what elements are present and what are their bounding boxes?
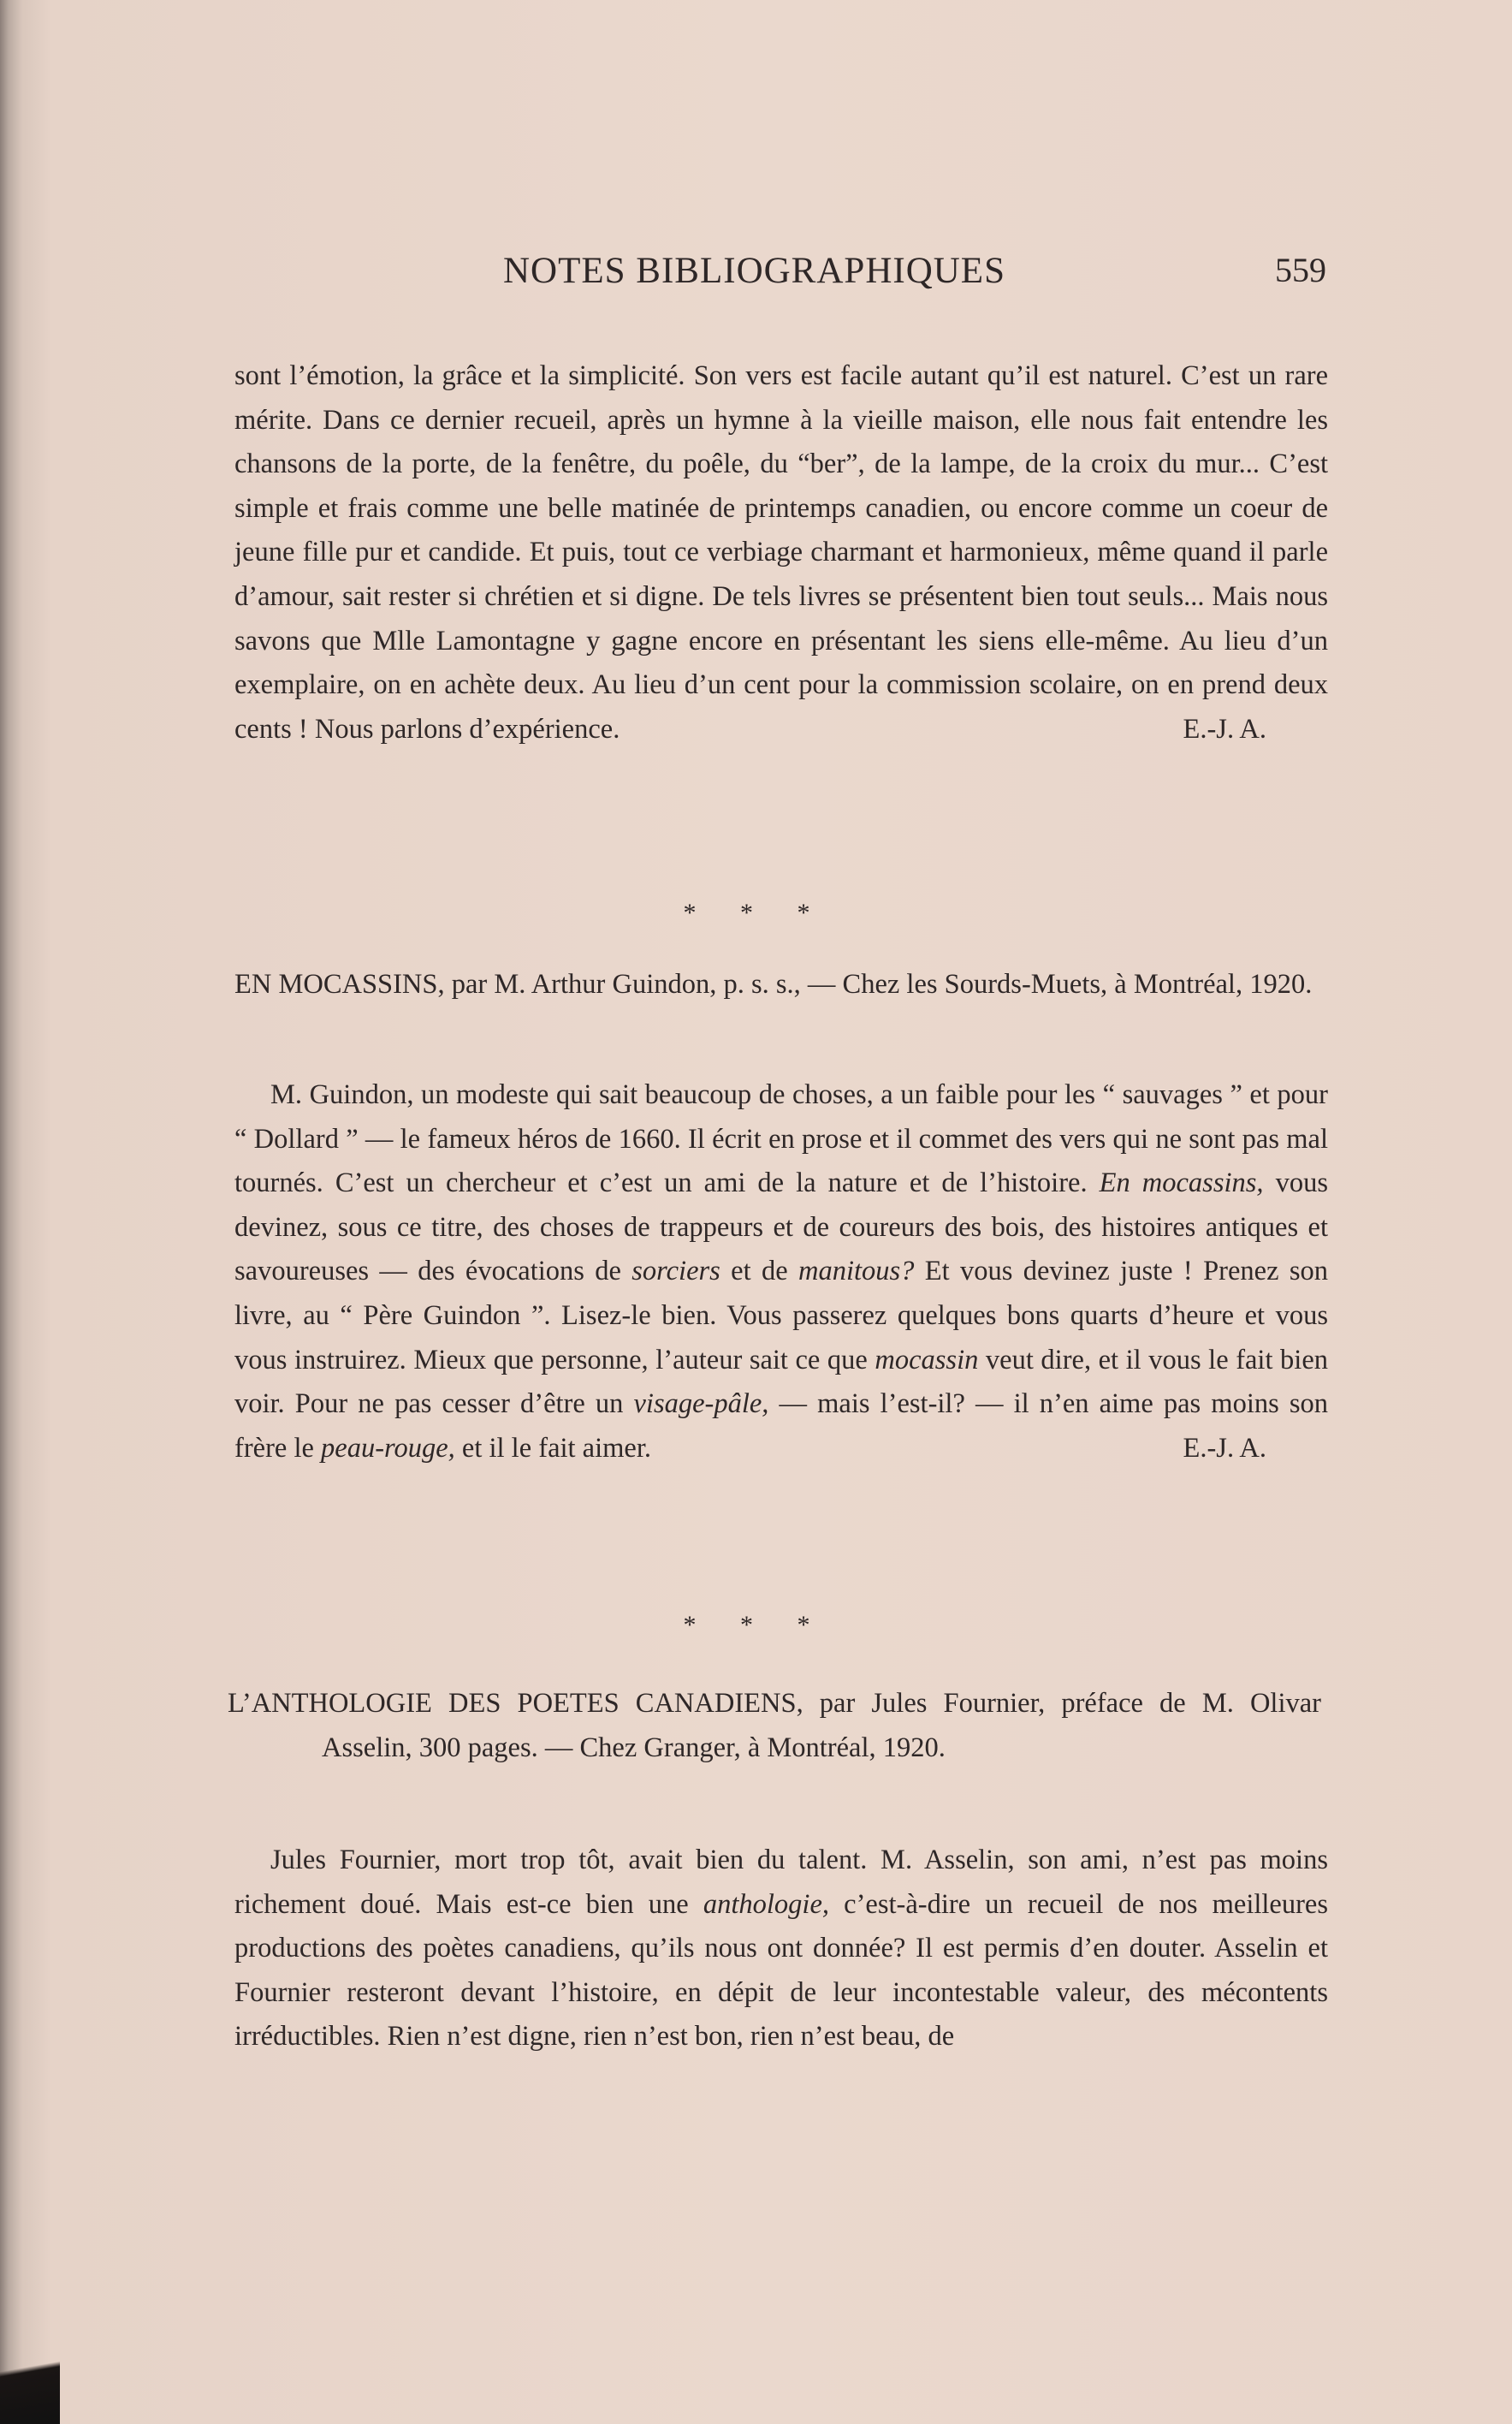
review-paragraph: sont l’émotion, la grâce et la simplicité. Son vers est facile autant qu’il est naturel. C’est un rare mérite. Dans ce dernier recueil, après un hymne à la vieille maison, elle nous fait entendre les chansons de la porte, de la fenêtre, du poêle, du “ber”, de la lampe, de la croix du mur... C’est simple et frais comme une belle matinée de printemps canadien, ou encore comme un coeur de jeune fille pur et candide. Et puis, tout ce verbiage charmant et harmonieux, même quand il parle d’amour, sait rester si chrétien et si digne. De tels livres se présentent bien tout seuls... Mais nous savons que Mlle Lamontagne y gagne encore en présentant les siens elle-même. Au lieu d’un exemplaire, on en achète deux. Au lieu d’un cent pour la commission scolaire, on en prend deux cents ! Nous parlons d’expérience. <box>234 360 1328 745</box>
section-separator: * * * <box>683 899 829 927</box>
review-signature: E.-J. A. <box>1183 713 1266 745</box>
italic-term: anthologie, <box>703 1888 829 1920</box>
section-separator: * * * <box>683 1611 829 1639</box>
italic-term: peau-rouge, <box>321 1432 455 1464</box>
entry-heading-anthologie <box>228 1681 1321 1770</box>
entry-heading-text: L’ANTHOLOGIE DES POETES CANADIENS, par Jules Fournier, préface de M. Olivar Asselin, 300 pages. — Chez Granger, à Montréal, 1920. <box>228 1688 1321 1763</box>
review-en-mocassins <box>234 1073 1328 1470</box>
italic-term: visage-pâle, <box>633 1388 769 1420</box>
review-anthologie <box>234 1839 1328 2059</box>
page-number: 559 <box>1275 251 1326 289</box>
text-run: vous devinez, sous ce titre, des choses de trappeurs et de coureurs des bois, des histoires antiques et savoureuses — des évocations de <box>234 1167 1328 1287</box>
running-head-title: NOTES BIBLIOGRAPHIQUES <box>503 251 1005 291</box>
italic-term: manitous? <box>798 1256 915 1287</box>
review-signature: E.-J. A. <box>1183 1432 1266 1464</box>
italic-title: En mocassins, <box>1099 1167 1264 1199</box>
text-run: Jules Fournier, mort trop tôt, avait bien du talent. M. Asselin, son ami, n’est pas moins richement doué. Mais est-ce bien une <box>234 1845 1328 1920</box>
italic-term: mocassin <box>875 1344 979 1375</box>
entry-heading-text: EN MOCASSINS, par M. Arthur Guindon, p. s. s., — Chez les Sourds-Muets, à Montréal, 1920. <box>234 969 1313 1000</box>
review-continuation <box>234 354 1328 752</box>
text-run: — mais l’est-il? — il n’en aime pas moins son frère le <box>234 1388 1328 1464</box>
text-run: et il le fait aimer. <box>454 1432 651 1464</box>
entry-heading-en-mocassins <box>234 962 1328 1007</box>
review-paragraph <box>234 1073 1328 1470</box>
book-spine-shadow <box>0 2330 60 2424</box>
text-run: c’est-à-dire un recueil de nos meilleures productions des poètes canadiens, qu’ils nous ont donnée? Il est permis d’en douter. Asselin et Fournier resteront devant l’histoire, en dépit de leur incontestable valeur, des mécontents irréductibles. Rien n’est digne, rien n’est bon, rien n’est beau, de <box>234 1888 1328 2053</box>
text-run: M. Guindon, un modeste qui sait beaucoup de choses, a un faible pour les “ sauvages ” et pour “ Dollard ” — le fameux héros de 1660. Il écrit en prose et il commet des vers qui ne sont pas mal tournés. C’est un chercheur et c’est un ami de la nature et de l’histoire. <box>234 1079 1328 1199</box>
running-head <box>231 250 1326 301</box>
review-paragraph <box>234 1839 1328 2059</box>
text-run: veut dire, et il vous le fait bien voir. Pour ne pas cesser d’être un <box>234 1344 1328 1420</box>
text-run: et de <box>720 1256 798 1287</box>
text-run: Et vous devinez juste ! Prenez son livre, au “ Père Guindon ”. Lisez-le bien. Vous passerez quelques bons quarts d’heure et vous vous instruirez. Mieux que personne, l’auteur sait ce que <box>234 1256 1328 1375</box>
italic-term: sorciers <box>631 1256 720 1287</box>
